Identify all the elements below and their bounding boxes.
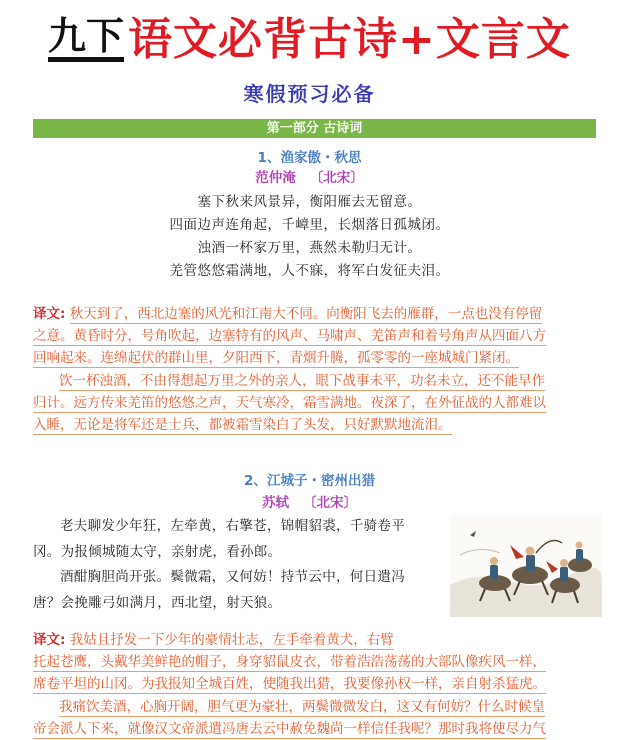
section-header: 第一部分 古诗词 bbox=[33, 119, 596, 138]
translation-line: 译文: 我姑且抒发一下少年的豪情壮志，左手牵着黄犬，右臂 bbox=[33, 632, 394, 648]
translation-paragraph bbox=[33, 303, 598, 436]
translation-line: 译文: 秋天到了，西北边塞的风光和江南大不同。向衡阳飞去的雁群，一点也没有停留 bbox=[33, 306, 543, 322]
translation-line: 入睡，无论是将军还是士兵，都被霜雪染白了头发，只好默默地流泪。 bbox=[33, 417, 452, 434]
poem-title: 1、渔家傲・秋思 bbox=[257, 150, 362, 166]
translation-line: 帝会派人下来，就像汉文帝派遣冯唐去云中赦免魏尚一样信任我呢？那时我将使尽力气 bbox=[33, 720, 546, 737]
page-subtitle: 寒假预习必备 bbox=[243, 82, 376, 106]
translation-line: 席卷平坦的山冈。为我报知全城百姓，使随我出猎，我要像孙权一样，亲自射杀猛虎。 bbox=[33, 676, 546, 693]
translation-line: 托起苍鹰，头戴华美鲜艳的帽子，身穿貂鼠皮衣，带着浩浩荡荡的大部队像疾风一样， bbox=[33, 654, 546, 671]
verse-line: 唐？会挽雕弓如满月，西北望，射天狼。 bbox=[33, 594, 282, 611]
translation-line: 回响起来。连绵起伏的群山里，夕阳西下，青烟升腾，孤零零的一座城城门紧闭。 bbox=[33, 350, 519, 367]
verse-line: 酒酣胸胆尚开张。鬓微霜，又何妨！持节云中，何日遣冯 bbox=[60, 569, 405, 585]
verse-line: 老夫聊发少年狂，左牵黄，右擎苍，锦帽貂裘，千骑卷平 bbox=[60, 518, 405, 534]
translation-line: 之意。黄昏时分，号角吹起，边塞特有的风声、马啸声、羌笛声和着号角声从四面八方 bbox=[33, 328, 546, 345]
title-grade: 九下 bbox=[48, 17, 124, 62]
verse-line: 冈。为报倾城随太守，亲射虎，看孙郎。 bbox=[33, 543, 282, 560]
author-name: 范仲淹 bbox=[255, 170, 296, 186]
translation-label: 译文: bbox=[33, 306, 66, 322]
author-name: 苏轼 bbox=[262, 495, 289, 511]
translation-line: 归计。远方传来羌笛的悠悠之声，天气寒冷，霜雪满地。夜深了，在外征战的人都难以 bbox=[33, 394, 546, 411]
verse-line: 羌管悠悠霜满地，人不寐，将军白发征夫泪。 bbox=[169, 263, 450, 279]
translation-paragraph bbox=[33, 629, 598, 740]
verse-line: 塞下秋来风景异，衡阳雁去无留意。 bbox=[197, 194, 422, 210]
verse-line: 四面边声连角起，千嶂里，长烟落日孤城闭。 bbox=[169, 217, 450, 233]
poem-title: 2、江城子・密州出猎 bbox=[244, 473, 375, 489]
poem-author bbox=[0, 491, 619, 511]
ci-body bbox=[33, 514, 445, 616]
translation-line: 我痛饮美酒，心胸开阔，胆气更为豪壮，两鬓微微发白，这又有何妨？什么时候皇 bbox=[59, 698, 545, 715]
page-header bbox=[0, 4, 619, 65]
title-main: 语文必背古诗+文言文 bbox=[128, 14, 571, 65]
translation-label: 译文: bbox=[33, 632, 66, 648]
author-dynasty: 〔北宋〕 bbox=[309, 170, 364, 186]
verse-line: 浊酒一杯家万里，燕然未勒归无计。 bbox=[197, 240, 422, 256]
author-dynasty: 〔北宋〕 bbox=[303, 495, 357, 511]
hunting-scene-illustration bbox=[450, 515, 602, 617]
poem-author bbox=[0, 166, 619, 186]
translation-line: 饮一杯浊酒，不由得想起万里之外的亲人，眼下战事未平，功名未立，还不能早作 bbox=[59, 372, 545, 389]
